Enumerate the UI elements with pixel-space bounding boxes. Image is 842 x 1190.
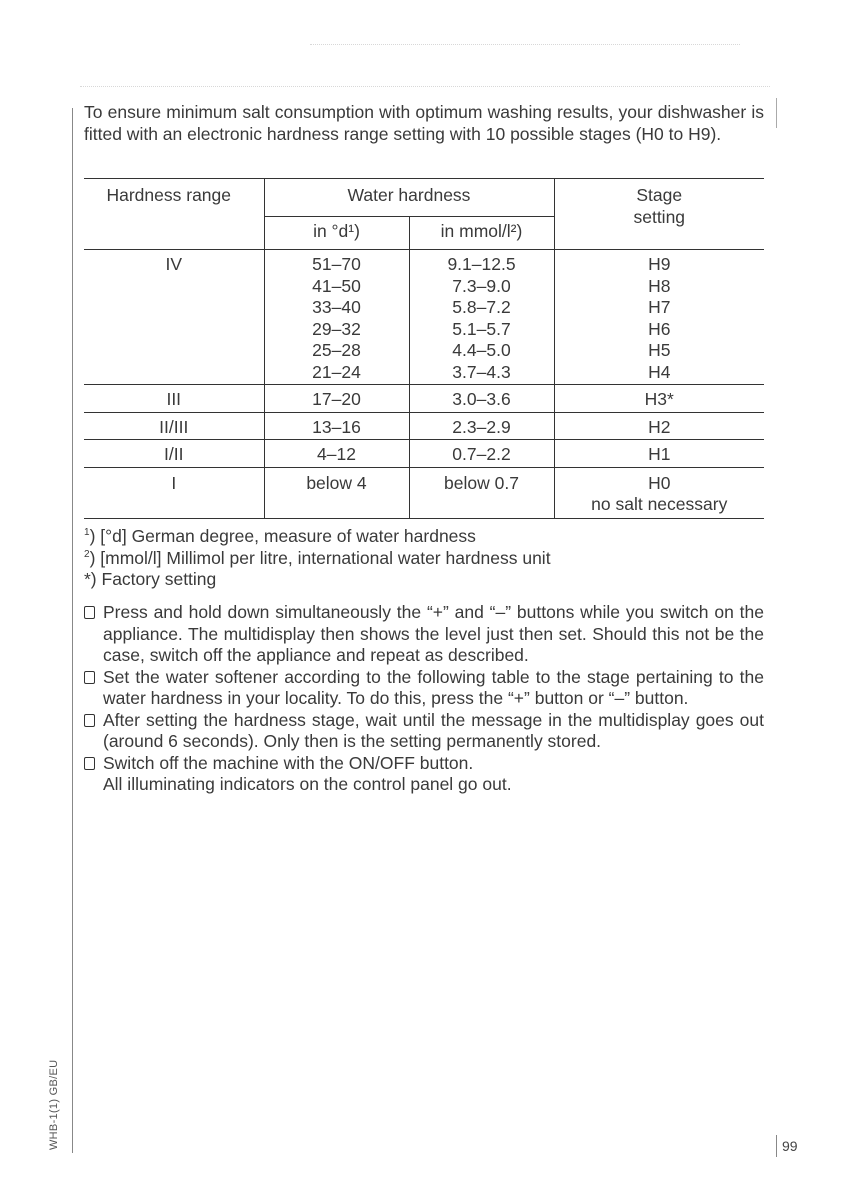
- footnote-factory: *) Factory setting: [84, 569, 217, 589]
- stage-note: no salt necessary: [591, 494, 728, 514]
- cell-value: 7.3–9.0: [452, 275, 511, 296]
- instruction-item: Set the water softener according to the following table to the stage pertaining to the water hardness in your locality. To do this, press the “+” button or “–” button.: [84, 667, 764, 710]
- footnotes: [84, 526, 551, 591]
- instruction-item: After setting the hardness stage, wait until the message in the multidisplay goes out (around 6 seconds). Only then is the setting permanently stored.: [84, 710, 764, 753]
- stage-cell: [554, 467, 764, 518]
- cell-value: 5.1–5.7: [452, 318, 511, 339]
- cell-value: H2: [648, 416, 671, 437]
- header-hardness-range: Hardness range: [84, 179, 264, 250]
- mmol-cell: [409, 440, 554, 468]
- cell-value: H0: [648, 472, 671, 493]
- cell-value: H7: [648, 297, 671, 317]
- cell-value: H8: [648, 275, 671, 296]
- header-stage: Stage: [636, 185, 683, 205]
- stage-cell: [554, 412, 764, 440]
- cell-value: 25–28: [312, 340, 361, 360]
- cell-value: 13–16: [312, 416, 361, 437]
- table-row: [84, 440, 764, 468]
- mmol-cell: [409, 385, 554, 413]
- table-row: [84, 467, 764, 518]
- dh-cell: [264, 250, 409, 385]
- hardness-range-cell: II/III: [84, 412, 264, 440]
- hardness-table: [84, 178, 764, 519]
- header-in-dh: in °d¹): [264, 217, 409, 250]
- stage-cell: [554, 385, 764, 413]
- hardness-range-cell: I: [84, 467, 264, 518]
- mmol-cell: [409, 250, 554, 385]
- stage-cell: [554, 250, 764, 385]
- cell-value: 29–32: [312, 318, 361, 339]
- cell-value: 9.1–12.5: [447, 254, 516, 274]
- cell-value: 17–20: [312, 389, 361, 409]
- header-in-mmol: in mmol/l²): [409, 217, 554, 250]
- page-number: 99: [782, 1138, 798, 1154]
- table-row: [84, 250, 764, 385]
- dh-cell: [264, 412, 409, 440]
- cell-value: 4–12: [317, 444, 356, 464]
- cell-value: H6: [648, 318, 671, 339]
- intro-text: To ensure minimum salt consumption with optimum washing results, your dishwasher is fitted with an electronic hardness range setting with 10 possible stages (H0 to H9).: [84, 102, 764, 144]
- right-margin-rule: [776, 98, 777, 128]
- cell-value: H4: [648, 361, 671, 382]
- instruction-item: Switch off the machine with the ON/OFF button. All illuminating indicators on the control panel go out.: [84, 753, 764, 796]
- instruction-list: [84, 602, 764, 796]
- cell-value: 41–50: [312, 275, 361, 296]
- cell-value: 5.8–7.2: [452, 297, 511, 317]
- table-body: [84, 250, 764, 519]
- cell-value: H5: [648, 340, 671, 360]
- cell-value: 4.4–5.0: [452, 340, 511, 360]
- dh-cell: [264, 467, 409, 518]
- checkbox-bullet-icon: [84, 714, 95, 727]
- intro-block: [84, 102, 764, 145]
- dh-cell: [264, 385, 409, 413]
- cell-value: 2.3–2.9: [452, 416, 511, 437]
- mmol-cell: [409, 412, 554, 440]
- header-water-hardness: Water hardness: [264, 179, 554, 217]
- table-row: [84, 385, 764, 413]
- right-margin-rule: [776, 1135, 777, 1157]
- stage-cell: [554, 440, 764, 468]
- mmol-cell: [409, 467, 554, 518]
- top-dotted-line: [310, 44, 740, 46]
- checkbox-bullet-icon: [84, 757, 95, 770]
- cell-value: 0.7–2.2: [452, 444, 511, 464]
- instruction-item: Press and hold down simultaneously the “+” and “–” buttons while you switch on the appliance. The multidisplay then shows the level just then set. Should this not be the case, switch off the appliance and repeat as described.: [84, 602, 764, 667]
- side-document-code: WHB-1(1) GB/EU: [48, 1059, 60, 1150]
- cell-value: 33–40: [312, 297, 361, 317]
- cell-value: H3*: [644, 389, 674, 409]
- cell-value: 3.0–3.6: [452, 389, 511, 409]
- footnote-1: $^1$) [°d] German degree, measure of water hardness: [84, 526, 476, 546]
- cell-value: below 0.7: [444, 472, 519, 493]
- header-stage-setting: [554, 179, 764, 250]
- cell-value: 51–70: [312, 254, 361, 274]
- top-dotted-line: [80, 86, 770, 88]
- header-setting: setting: [633, 206, 686, 227]
- left-margin-rule: [72, 108, 73, 1153]
- cell-value: H9: [648, 254, 671, 274]
- hardness-range-cell: I/II: [84, 440, 264, 468]
- dh-cell: [264, 440, 409, 468]
- cell-value: 3.7–4.3: [452, 361, 511, 382]
- checkbox-bullet-icon: [84, 671, 95, 684]
- cell-value: 21–24: [312, 361, 361, 382]
- cell-value: below 4: [306, 472, 367, 493]
- hardness-range-cell: III: [84, 385, 264, 413]
- hardness-range-cell: IV: [84, 250, 264, 385]
- cell-value: H1: [648, 444, 671, 464]
- table-row: [84, 412, 764, 440]
- checkbox-bullet-icon: [84, 606, 95, 619]
- footnote-2: $^2$) [mmol/l] Millimol per litre, international water hardness unit: [84, 547, 551, 568]
